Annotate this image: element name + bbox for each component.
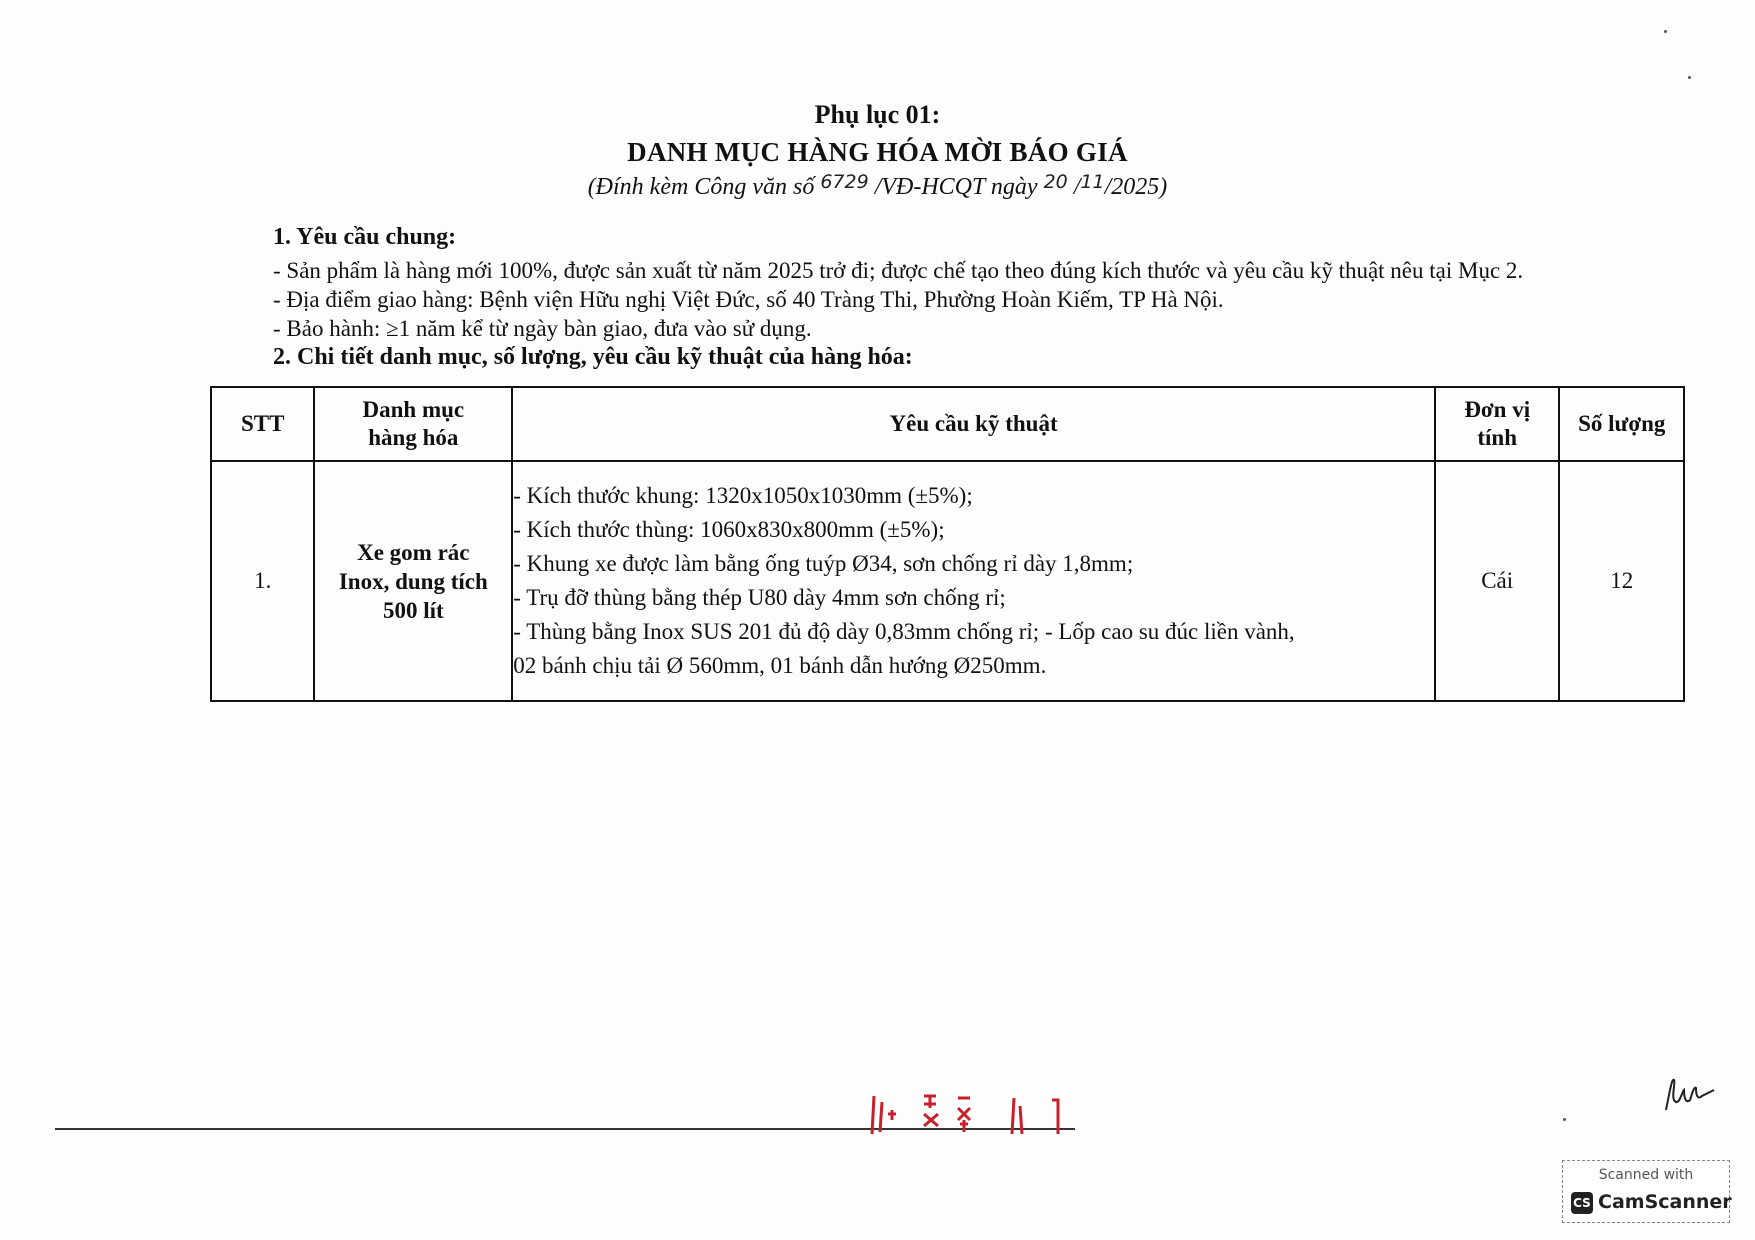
section-general-heading: 1. Yêu cầu chung: — [273, 224, 457, 250]
ref-number-handwritten: 6729 — [820, 171, 869, 193]
ref-month-handwritten: 11 — [1080, 171, 1105, 193]
ref-sep: / — [1067, 174, 1081, 200]
scanner-name: CamScanner — [1598, 1191, 1732, 1213]
ref-suffix: /2025) — [1104, 174, 1168, 200]
goods-name-line: 500 lít — [382, 597, 444, 623]
table-header-row — [211, 387, 1684, 461]
ref-middle: /VĐ-HCQT ngày — [868, 174, 1044, 200]
goods-name-line: Xe gom rác — [357, 539, 470, 565]
scanner-caption: Scanned with — [1598, 1167, 1694, 1183]
general-requirement-line: - Sản phẩm là hàng mới 100%, được sản xuất từ năm 2025 trở đi; được chế tạo theo đúng kích thước và yêu cầu kỹ thuật nêu tại Mục 2. — [273, 258, 1524, 283]
goods-table — [210, 386, 1685, 702]
spec-line: - Kích thước khung: 1320x1050x1030mm (±5%); — [513, 483, 973, 508]
camscanner-logo-icon: CS — [1571, 1192, 1593, 1214]
scan-speck — [1563, 1118, 1566, 1121]
row-unit: Cái — [1435, 461, 1560, 701]
header-unit — [1435, 387, 1560, 461]
camscanner-watermark — [1562, 1160, 1730, 1223]
appendix-label: Phụ lục 01: — [814, 100, 941, 129]
table-row — [211, 461, 1684, 701]
header-unit-line: Đơn vị — [1464, 397, 1531, 422]
goods-name-line: Inox, dung tích — [338, 568, 488, 594]
scan-speck — [1688, 76, 1691, 79]
document-title: DANH MỤC HÀNG HÓA MỜI BÁO GIÁ — [627, 137, 1128, 167]
scan-speck — [1664, 30, 1667, 33]
spec-line: - Kích thước thùng: 1060x830x800mm (±5%); — [513, 517, 945, 542]
header-stt: STT — [211, 387, 314, 461]
header-unit-line: tính — [1477, 425, 1518, 450]
red-stamp-fragment — [862, 1092, 1082, 1136]
header-goods-name — [314, 387, 512, 461]
general-requirement-line: - Địa điểm giao hàng: Bệnh viện Hữu nghị Việt Đức, số 40 Tràng Thi, Phường Hoàn Kiếm, TP Hà Nội. — [273, 287, 1224, 312]
row-goods-name — [314, 461, 512, 701]
row-stt: 1. — [211, 461, 314, 701]
header-technical-requirements: Yêu cầu kỹ thuật — [512, 387, 1435, 461]
spec-line: - Trụ đỡ thùng bằng thép U80 dày 4mm sơn chống rỉ; — [513, 585, 1006, 610]
spec-line: - Khung xe được làm bằng ống tuýp Ø34, sơn chống rỉ dày 1,8mm; — [513, 551, 1134, 576]
reference-line — [0, 171, 1755, 201]
header-goods-name-line: hàng hóa — [368, 425, 459, 450]
signature-mark — [1662, 1070, 1716, 1114]
ref-day-handwritten: 20 — [1043, 171, 1068, 193]
general-requirement-line: - Bảo hành: ≥1 năm kể từ ngày bàn giao, đưa vào sử dụng. — [273, 316, 812, 341]
spec-line: 02 bánh chịu tải Ø 560mm, 01 bánh dẫn hướng Ø250mm. — [513, 653, 1047, 678]
header-quantity: Số lượng — [1559, 387, 1684, 461]
row-quantity: 12 — [1559, 461, 1684, 701]
section-details-heading: 2. Chi tiết danh mục, số lượng, yêu cầu kỹ thuật của hàng hóa: — [273, 344, 913, 370]
ref-prefix: (Đính kèm Công văn số — [587, 174, 821, 200]
spec-line: - Thùng bằng Inox SUS 201 đủ độ dày 0,83mm chống rỉ; - Lốp cao su đúc liền vành, — [513, 619, 1295, 644]
row-technical-requirements — [512, 461, 1435, 701]
header-goods-name-line: Danh mục — [362, 397, 465, 422]
